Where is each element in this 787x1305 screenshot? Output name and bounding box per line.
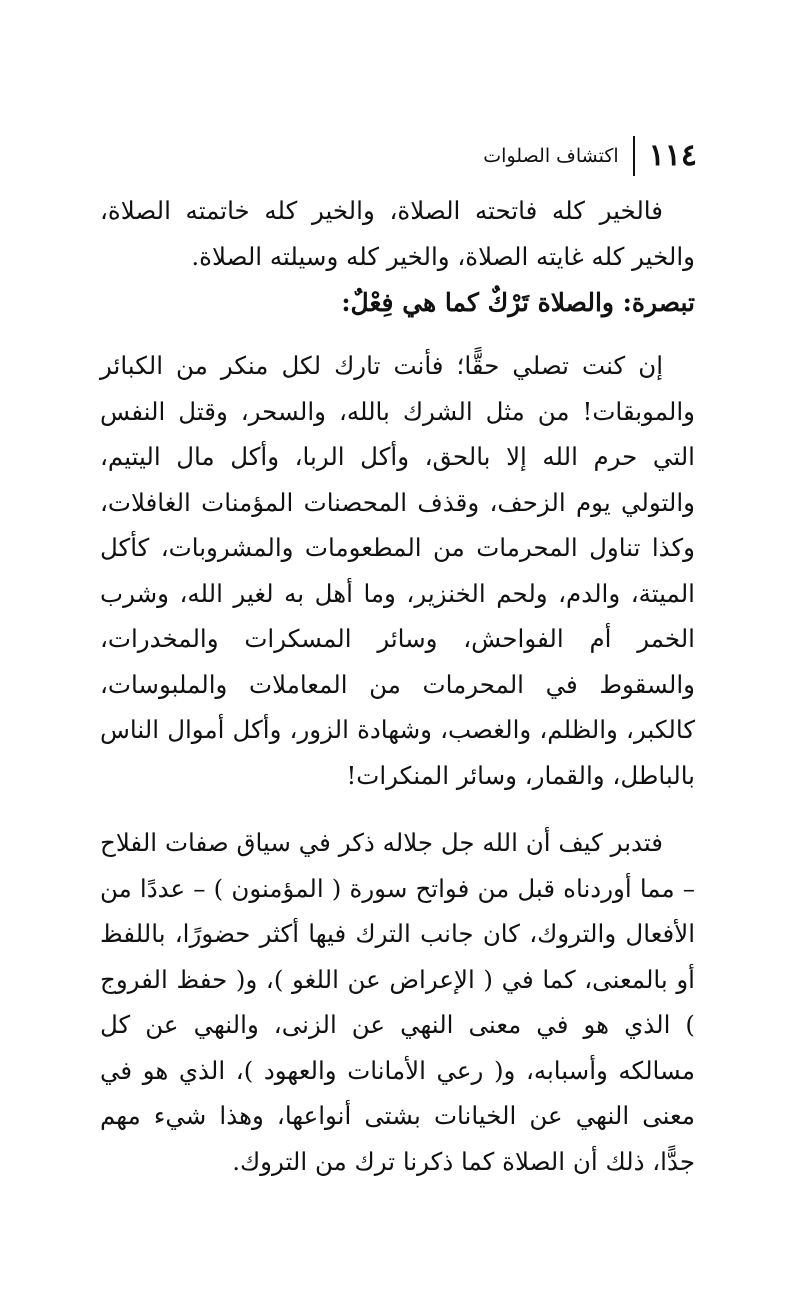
paragraph-reflection: فتدبر كيف أن الله جل جلاله ذكر في سياق صفات الفلاح – مما أوردناه قبل من فواتح سورة ( المؤمنون ) – عددًا من الأفعال والتروك، كان جانب الترك فيها أكثر حضورًا، باللفظ أو بالمعنى، كما في ( الإعراض عن اللغو )، و( حفظ الفروج ) الذي هو في معنى النهي عن الزنى، والنهي عن كل مسالكه وأسبابه، و( رعي الأمانات والعهود )، الذي هو في معنى النهي عن الخيانات بشتى أنواعها، وهذا شيء مهم جدًّا، ذلك أن الصلاة كما ذكرنا ترك من التروك. <box>100 828 695 1176</box>
intro-paragraph: فالخير كله فاتحته الصلاة، والخير كله خاتمته الصلاة، والخير كله غايته الصلاة، والخير كله وسيلته الصلاة. <box>100 196 695 271</box>
section-heading: تبصرة: والصلاة تَرْكٌ كما هي فِعْلٌ: <box>341 288 695 317</box>
header-divider <box>633 136 635 176</box>
page-body <box>100 188 695 1184</box>
page-number: ١١٤ <box>648 138 697 173</box>
paragraph-prohibitions: إن كنت تصلي حقًّا؛ فأنت تارك لكل منكر من الكبائر والموبقات! من مثل الشرك بالله، والسحر، وقتل النفس التي حرم الله إلا بالحق، وأكل الربا، وأكل مال اليتيم، والتولي يوم الزحف، وقذف المحصنات المؤمنات الغافلات، وكذا تناول المحرمات من المطعومات والمشروبات، كأكل الميتة، والدم، ولحم الخنزير، وما أهل به لغير الله، وشرب الخمر أم الفواحش، وسائر المسكرات والمخدرات، والسقوط في المحرمات من المعاملات والملبوسات، كالكبر، والظلم، والغصب، وشهادة الزور، وأكل أموال الناس بالباطل، والقمار، وسائر المنكرات! <box>100 351 695 790</box>
page-header <box>90 136 697 176</box>
running-title: اكتشاف الصلوات <box>483 145 619 167</box>
